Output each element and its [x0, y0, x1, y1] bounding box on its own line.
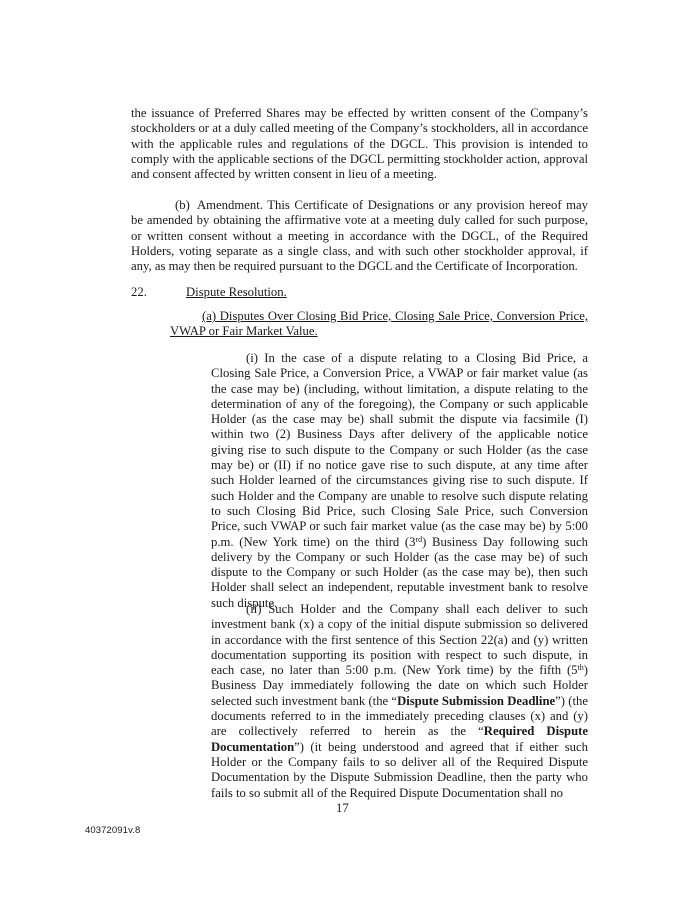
document-id: 40372091v.8: [85, 825, 141, 836]
term-dispute-submission-deadline: Dispute Submission Deadline: [397, 693, 556, 708]
paragraph-ii: [211, 602, 588, 801]
superscript-rd: rd: [415, 534, 423, 544]
subsection-a-heading: (a) Disputes Over Closing Bid Price, Closing Sale Price, Conversion Price, VWAP or Fair Market Value.: [170, 309, 588, 339]
paragraph-ii-part3: ”) (the documents referred to in the immediately preceding clauses (x) and (y) are collectively referred to herein as the “: [211, 693, 588, 739]
section-number: 22.: [131, 285, 147, 299]
paragraph-b-text: Amendment. This Certificate of Designations or any provision hereof may be amended by obtaining the affirmative vote at a meeting duly called for such purpose, or written consent without a meeting in accordance with the DGCL, of the Required Holders, voting separate as a single class, and with such other stockholder approval, if any, as may then be required pursuant to the DGCL and the Certificate of Incorporation.: [131, 198, 588, 274]
section-22-heading: [131, 285, 287, 300]
paragraph-i: [211, 351, 588, 611]
page-number: 17: [336, 801, 349, 815]
paragraph-b-amendment: [131, 198, 588, 274]
paragraph-preferred-shares-consent: the issuance of Preferred Shares may be effected by written consent of the Company’s stockholders or at a duly called meeting of the Company’s stockholders, all in accordance with the applicable rules and regulations of the DGCL. This provision is intended to comply with the applicable sections of the DGCL permitting stockholder action, approval and consent affected by written consent in lieu of a meeting.: [131, 106, 588, 182]
superscript-th: th: [577, 663, 584, 673]
paragraph-ii-part1: (ii) Such Holder and the Company shall each deliver to such investment bank (x) a copy of the initial dispute submission so delivered in accordance with the first sentence of this Section 22(a) and (y) written documentation supporting its position with respect to such dispute, in each case, no later than 5:00 p.m. (New York time) by the fifth (5: [211, 602, 588, 678]
term-required-dispute-documentation: Required Dispute Documentation: [211, 724, 588, 754]
paragraph-i-part1: (i) In the case of a dispute relating to a Closing Bid Price, a Closing Sale Price, a Conversion Price, a VWAP or fair market value (as the case may be) (including, without limitation, a dispute relating to the determination of any of the foregoing), the Company or such applicable Holder (as the case may be) shall submit the dispute via facsimile (I) within two (2) Business Days after delivery of the applicable notice giving rise to such dispute to the Company or such Holder (as the case may be) or (II) if no notice gave rise to such dispute, at any time after such Holder learned of the circumstances giving rise to such dispute. If such Holder and the Company are unable to resolve such dispute relating to such Closing Bid Price, such Closing Sale Price, such Conversion Price, such VWAP or such fair market value (as the case may be) by 5:00 p.m. (New York time) on the third (3: [211, 351, 588, 549]
paragraph-i-part2: ) Business Day following such delivery by the Company or such Holder (as the case may be) of such dispute to the Company or such Holder (as the case may be), then such Holder shall select an independent, reputable investment bank to resolve such dispute.: [211, 534, 588, 610]
paragraph-b-label: (b): [175, 198, 190, 212]
paragraph-ii-part2: ) Business Day immediately following the date on which such Holder selected such investment bank (the “: [211, 663, 588, 708]
section-title: Dispute Resolution.: [186, 285, 287, 299]
paragraph-ii-part4: ”) (it being understood and agreed that if either such Holder or the Company fails to so deliver all of the Required Dispute Documentation by the Dispute Submission Deadline, then the party who fails to so submit all of the Required Dispute Documentation shall no: [211, 739, 588, 800]
